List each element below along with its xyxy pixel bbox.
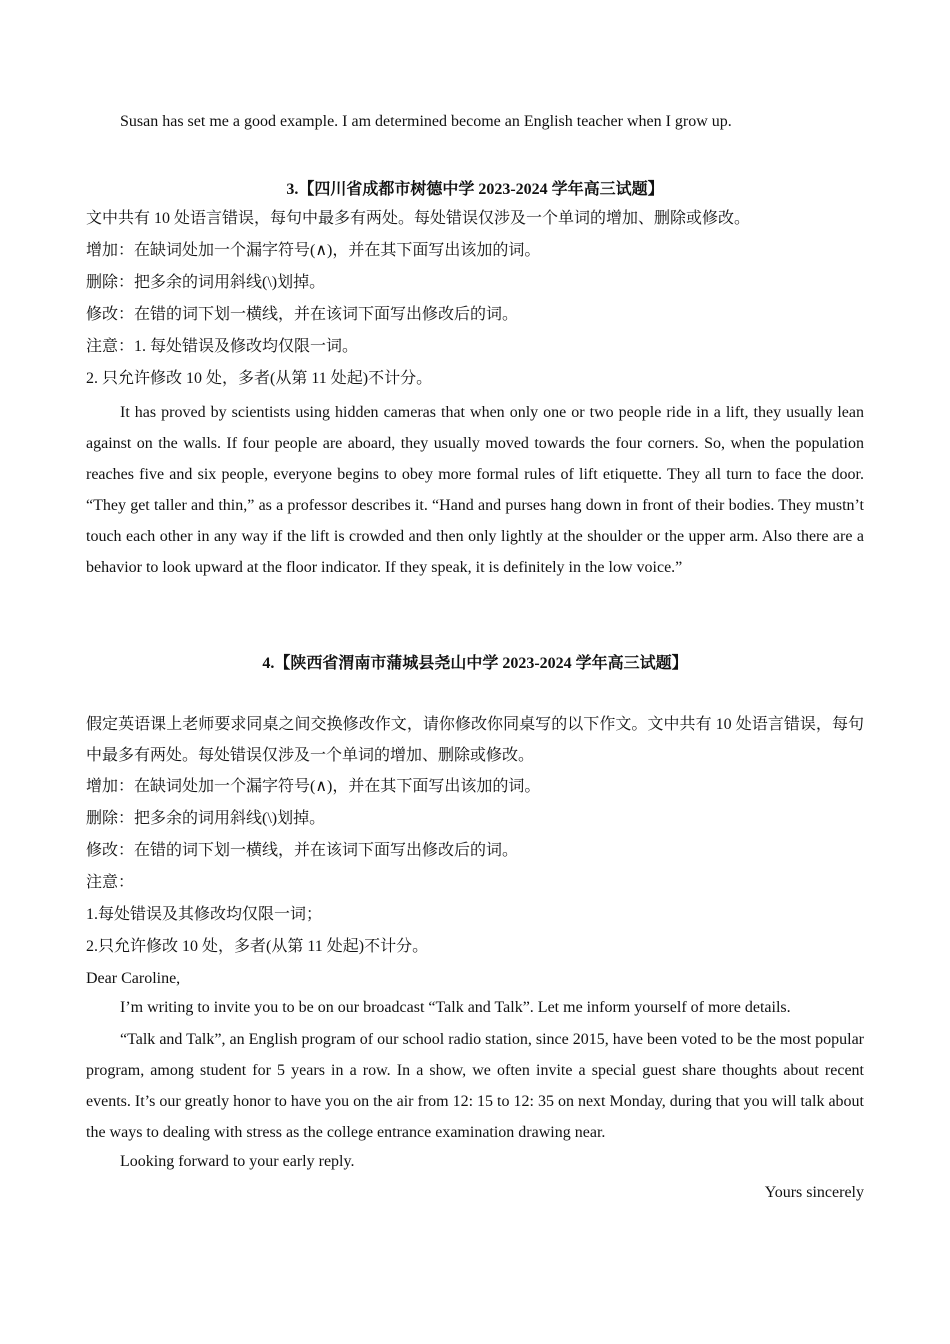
letter-paragraph-3: Looking forward to your early reply. bbox=[120, 1153, 355, 1170]
section-4-instruction: 增加：在缺词处加一个漏字符号(∧)，并在其下面写出该加的词。 bbox=[86, 778, 541, 795]
letter-salutation: Dear Caroline, bbox=[86, 970, 181, 987]
section-3-instruction: 2. 只允许修改 10 处，多者(从第 11 处起)不计分。 bbox=[86, 370, 433, 387]
section-4-heading: 4.【陕西省渭南市蒲城县尧山中学 2023-2024 学年高三试题】 bbox=[262, 655, 688, 672]
section-3-instruction: 修改：在错的词下划一横线，并在该词下面写出修改后的词。 bbox=[86, 306, 519, 323]
section-4-instruction: 删除：把多余的词用斜线(\)划掉。 bbox=[86, 810, 326, 827]
intro-line: Susan has set me a good example. I am determined become an English teacher when I grow up. bbox=[120, 113, 732, 130]
section-4-instruction: 修改：在错的词下划一横线，并在该词下面写出修改后的词。 bbox=[86, 842, 519, 859]
section-4-intro: 假定英语课上老师要求同桌之间交换修改作文，请你修改你同桌写的以下作文。文中共有 10 处语言错误，每句中最多有两处。每处错误仅涉及一个单词的增加、删除或修改。 bbox=[86, 716, 864, 764]
section-4-instruction: 2.只允许修改 10 处，多者(从第 11 处起)不计分。 bbox=[86, 938, 429, 955]
section-4-instruction: 注意： bbox=[86, 874, 135, 891]
letter-paragraph-2: “Talk and Talk”, an English program of our school radio station, since 2015, have been voted to be the most popular program, among student for 5 years in a row. In a show, we often invite a special guest share thoughts about recent events. It’s our greatly honor to have you on the air from 12: 15 to 12: 35 on next Monday, during that you will talk about the ways to dealing with stress as the college entrance examination drawing near. bbox=[86, 1031, 864, 1141]
section-3-instruction: 删除：把多余的词用斜线(\)划掉。 bbox=[86, 274, 326, 291]
section-3-instruction: 注意：1. 每处错误及修改均仅限一词。 bbox=[86, 338, 359, 355]
section-4-instruction: 1.每处错误及其修改均仅限一词； bbox=[86, 906, 323, 923]
section-3-passage: It has proved by scientists using hidden cameras that when only one or two people ride in a lift, they usually lean against on the walls. If four people are aboard, they usually moved towards the four corners. So, when the population reaches five and six people, everyone begins to obey more formal rules of lift etiquette. They all turn to face the door. “They get taller and thin,” as a professor describes it. “Hand and purses hang down in front of their bodies. They mustn’t touch each other in any way if the lift is crowded and then only lightly at the shoulder or the upper arm. Also there are a behavior to look upward at the floor indicator. If they speak, it is definitely in the low voice.” bbox=[86, 404, 864, 576]
section-3-instruction: 增加：在缺词处加一个漏字符号(∧)，并在其下面写出该加的词。 bbox=[86, 242, 541, 259]
section-3-heading: 3.【四川省成都市树德中学 2023-2024 学年高三试题】 bbox=[286, 181, 664, 198]
letter-paragraph-1: I’m writing to invite you to be on our broadcast “Talk and Talk”. Let me inform yourself of more details. bbox=[120, 999, 791, 1016]
section-3-instruction: 文中共有 10 处语言错误，每句中最多有两处。每处错误仅涉及一个单词的增加、删除或修改。 bbox=[86, 210, 751, 227]
letter-closing: Yours sincerely bbox=[764, 1184, 864, 1201]
